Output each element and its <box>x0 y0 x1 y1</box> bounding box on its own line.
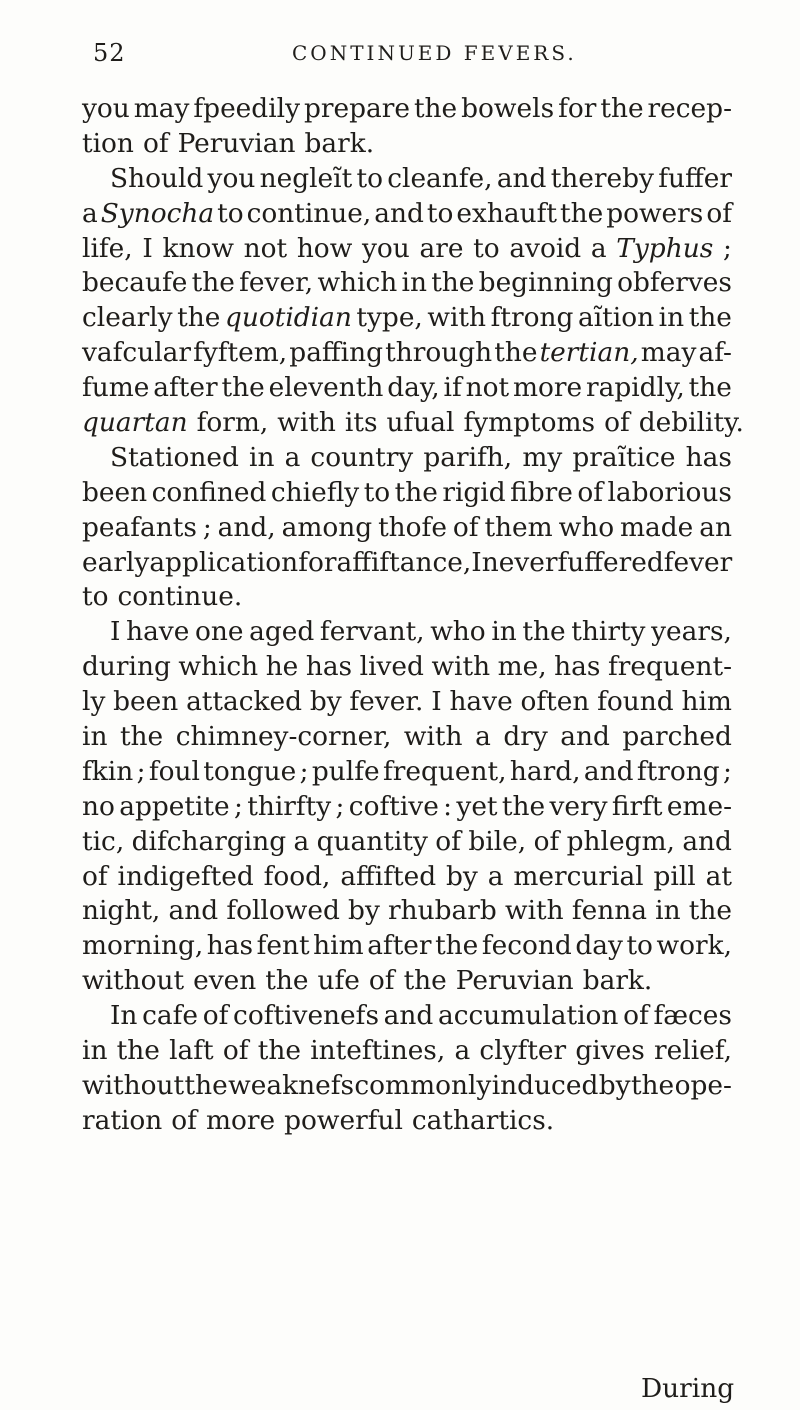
word: a <box>454 1035 471 1067</box>
word: in <box>401 267 427 299</box>
word: parched <box>622 721 732 753</box>
text-line <box>82 755 732 790</box>
word: tion <box>82 127 134 159</box>
word: Peruvian <box>455 965 574 997</box>
word: country <box>310 441 414 473</box>
word: to <box>473 232 500 264</box>
word: been <box>113 686 179 718</box>
word: the <box>221 372 265 404</box>
word: has <box>554 651 601 683</box>
word: inteftines, <box>310 1035 446 1067</box>
text-line <box>82 197 732 232</box>
word: ; <box>722 232 732 264</box>
text-line <box>82 825 732 860</box>
word: night, <box>82 895 161 927</box>
text-line <box>82 1104 732 1139</box>
word: attacked <box>186 686 303 718</box>
text-line <box>82 790 732 825</box>
word: af- <box>698 337 732 369</box>
word: the <box>184 1069 228 1101</box>
text-line <box>82 546 732 581</box>
text-line <box>82 1069 732 1104</box>
word: appetite <box>119 790 230 822</box>
page-number: 52 <box>93 39 126 67</box>
word: bark. <box>582 965 653 997</box>
word: after <box>367 930 432 962</box>
word: the <box>116 1035 160 1067</box>
word: affiftance, <box>336 546 472 578</box>
text-line <box>82 860 732 895</box>
word: pill <box>653 860 696 892</box>
word: exhauft <box>456 197 557 229</box>
word: fkin <box>82 755 134 787</box>
text-line <box>82 266 732 301</box>
word: thirty <box>571 616 646 648</box>
word: cafe <box>142 1000 199 1032</box>
word: of <box>435 825 461 857</box>
word: for <box>298 546 337 578</box>
word: cathartics. <box>411 1104 555 1136</box>
word: know <box>162 232 234 264</box>
word: coftive <box>348 790 439 822</box>
word: in <box>491 616 517 648</box>
word: with <box>277 407 336 439</box>
word: fever <box>663 546 733 578</box>
body-text <box>82 92 744 1139</box>
word: powerful <box>284 1104 403 1136</box>
word: not <box>465 372 510 404</box>
word: induced <box>491 1069 599 1101</box>
word: frequent- <box>607 651 732 683</box>
word: the <box>435 930 479 962</box>
word: a <box>284 441 301 473</box>
word: fyftem, <box>193 337 288 369</box>
word: phlegm, <box>566 825 675 857</box>
word: ftrong <box>490 302 574 334</box>
word: morning, <box>82 930 204 962</box>
word: during <box>82 651 171 683</box>
word: in <box>658 302 685 334</box>
word: of <box>533 825 560 857</box>
word: the <box>688 895 732 927</box>
word: you <box>207 162 256 194</box>
word: at <box>705 860 732 892</box>
word: eme- <box>666 790 732 822</box>
word: In <box>110 1000 138 1032</box>
word: in <box>655 895 681 927</box>
word: clyfter <box>479 1035 567 1067</box>
word: form, <box>196 407 269 439</box>
word: work, <box>656 930 732 962</box>
word: has <box>206 930 254 962</box>
word: avoid <box>509 232 582 264</box>
text-line <box>82 894 732 929</box>
word: a <box>82 197 98 229</box>
word: the <box>494 337 538 369</box>
word: may <box>133 93 190 124</box>
word: prepare <box>303 93 410 124</box>
word: more <box>205 1104 276 1136</box>
word: coftivenefs <box>233 1000 379 1032</box>
word: thofe <box>378 511 447 543</box>
text-line <box>82 476 732 511</box>
word: found <box>597 686 674 718</box>
word: never <box>481 546 558 578</box>
word: confined <box>151 476 267 508</box>
text-line <box>82 999 732 1034</box>
word: have <box>126 616 190 648</box>
word: Typhus <box>616 232 714 264</box>
word: fent <box>256 930 310 962</box>
running-head: CONTINUED FEVERS. <box>292 41 577 65</box>
text-line <box>82 685 732 720</box>
text-line <box>82 511 732 546</box>
word: to <box>426 197 454 229</box>
word: eleventh <box>268 372 384 404</box>
word: ufual <box>386 407 455 439</box>
word: for <box>558 93 597 124</box>
word: no <box>82 790 115 822</box>
word: ; <box>202 511 212 543</box>
word: bowels <box>461 93 555 124</box>
text-line <box>82 127 732 162</box>
word: mercurial <box>513 860 644 892</box>
word: to <box>217 197 244 229</box>
word: the <box>630 1069 675 1101</box>
word: with <box>431 651 491 683</box>
word: lived <box>359 651 424 683</box>
word: application <box>149 546 299 578</box>
text-line <box>82 650 732 685</box>
word: and <box>168 895 219 927</box>
word: ; <box>136 755 146 787</box>
word: to <box>626 930 653 962</box>
word: ftrong <box>636 755 720 787</box>
word: of <box>706 197 732 229</box>
word: in <box>249 441 275 473</box>
word: ly <box>82 686 106 718</box>
word: a <box>487 860 504 892</box>
word: an <box>699 511 732 543</box>
word: and <box>374 197 424 229</box>
word: the <box>688 372 732 404</box>
word: quantity <box>316 825 428 857</box>
word: clearly <box>82 302 173 334</box>
word: ; <box>335 790 345 822</box>
word: the <box>688 302 732 334</box>
word: even <box>193 965 257 997</box>
catchword: During <box>641 1373 735 1404</box>
word: fervant, <box>319 616 425 648</box>
word: I <box>142 232 153 264</box>
word: of <box>577 476 603 508</box>
word: chiefly <box>270 476 360 508</box>
word: to <box>356 162 383 194</box>
word: by <box>348 895 380 927</box>
word: of <box>202 1000 229 1032</box>
word: fibre <box>510 476 573 508</box>
word: frequent, <box>382 755 507 787</box>
word: its <box>344 407 378 439</box>
word: you <box>82 93 130 124</box>
word: parifh, <box>423 441 513 473</box>
word: life, <box>82 232 133 264</box>
word: followed <box>226 895 340 927</box>
word: beginning <box>478 267 613 299</box>
word: the <box>431 267 475 299</box>
text-line <box>82 615 732 650</box>
text-line <box>82 441 732 476</box>
word: fuffer <box>658 162 732 194</box>
word: the <box>394 476 438 508</box>
word: pulfe <box>311 755 380 787</box>
word: the <box>265 965 309 997</box>
word: continue. <box>117 581 243 613</box>
word: negleĩt <box>259 162 353 194</box>
word: gives <box>575 1035 645 1067</box>
word: and <box>560 721 610 753</box>
word: and <box>682 825 732 857</box>
word: vafcular <box>82 337 191 369</box>
word: foul <box>148 755 200 787</box>
word: a <box>590 232 607 264</box>
word: tertian, <box>539 337 639 369</box>
word: by <box>309 686 342 718</box>
word: may <box>640 337 697 369</box>
word: powers <box>606 197 704 229</box>
word: you <box>361 232 410 264</box>
word: commonly <box>354 1069 492 1101</box>
word: ; <box>234 790 243 822</box>
word: one <box>194 616 244 648</box>
word: and <box>583 755 634 787</box>
word: peafants <box>82 511 197 543</box>
word: bark. <box>304 127 375 159</box>
word: debility. <box>638 407 744 439</box>
text-line <box>82 232 732 267</box>
word: aĩtion <box>577 302 655 334</box>
word: not <box>243 232 288 264</box>
word: quotidian <box>224 302 352 334</box>
word: by <box>446 860 478 892</box>
word: of <box>604 407 630 439</box>
word: fenna <box>571 895 647 927</box>
text-line <box>82 92 732 127</box>
word: Stationed <box>110 441 239 473</box>
text-line <box>82 580 732 615</box>
word: I <box>110 616 121 648</box>
word: bile, <box>468 825 527 857</box>
word: and <box>496 162 547 194</box>
word: if <box>443 372 462 404</box>
text-line <box>82 162 732 197</box>
text-line <box>82 929 732 964</box>
word: continue, <box>246 197 372 229</box>
word: ope- <box>674 1069 732 1101</box>
text-line <box>82 720 732 755</box>
word: who <box>430 616 486 648</box>
word: more <box>512 372 583 404</box>
word: I <box>471 546 482 578</box>
word: becaufe <box>82 267 188 299</box>
word: after <box>153 372 218 404</box>
word: the <box>403 965 447 997</box>
text-line <box>82 371 732 406</box>
word: hard, <box>509 755 581 787</box>
word: have <box>449 686 513 718</box>
word: a <box>475 721 491 753</box>
word: to <box>82 581 109 613</box>
word: in <box>82 721 108 753</box>
word: the <box>119 721 164 753</box>
word: been <box>82 476 148 508</box>
word: ; <box>299 755 309 787</box>
word: of <box>82 860 108 892</box>
word: of <box>452 511 479 543</box>
word: : <box>443 790 453 822</box>
word: dry <box>503 721 548 753</box>
word: through <box>385 337 493 369</box>
word: the <box>191 267 235 299</box>
word: laft <box>169 1035 214 1067</box>
text-line <box>82 964 732 999</box>
word: which <box>178 651 259 683</box>
word: to <box>363 476 391 508</box>
word: in <box>82 1035 108 1067</box>
word: him <box>313 930 364 962</box>
word: I <box>431 686 442 718</box>
word: tic, <box>82 825 125 857</box>
word: food, <box>263 860 331 892</box>
word: the <box>501 790 546 822</box>
word: fpeedily <box>193 93 300 124</box>
word: of <box>222 1035 249 1067</box>
word: indigefted <box>117 860 254 892</box>
word: rigid <box>442 476 506 508</box>
word: laborious <box>607 476 732 508</box>
word: aged <box>249 616 315 648</box>
word: the <box>257 1035 301 1067</box>
word: paffing <box>289 337 384 369</box>
word: of <box>142 127 169 159</box>
word: day <box>575 930 623 962</box>
word: and, <box>217 511 276 543</box>
word: of <box>368 965 395 997</box>
word: the <box>559 197 604 229</box>
word: ration <box>82 1104 163 1136</box>
word: fever, <box>239 267 314 299</box>
word: fecond <box>481 930 572 962</box>
word: with <box>403 721 463 753</box>
word: difcharging <box>131 825 287 857</box>
word: relief, <box>654 1035 732 1067</box>
word: fuffered <box>557 546 664 578</box>
text-line <box>82 406 744 441</box>
word: me, <box>497 651 547 683</box>
word: how <box>296 232 353 264</box>
word: ufe <box>317 965 360 997</box>
word: among <box>281 511 373 543</box>
word: has <box>685 441 732 473</box>
word: weaknefs <box>228 1069 354 1101</box>
word: of <box>171 1104 197 1136</box>
word: affifted <box>340 860 437 892</box>
word: firft <box>611 790 663 822</box>
word: cleanfe, <box>387 162 493 194</box>
word: which <box>317 267 398 299</box>
word: type, <box>356 302 423 334</box>
word: fever. <box>349 686 424 718</box>
word: he <box>265 651 299 683</box>
word: thereby <box>550 162 654 194</box>
word: recep- <box>647 93 732 124</box>
word: rapidly, <box>585 372 685 404</box>
word: of <box>623 1000 649 1032</box>
word: Should <box>110 162 204 194</box>
word: by <box>598 1069 631 1101</box>
word: obferves <box>617 267 732 299</box>
word: fymptoms <box>463 407 596 439</box>
text-line <box>82 301 732 336</box>
word: fæces <box>653 1000 732 1032</box>
word: Synocha <box>100 197 215 229</box>
word: the <box>177 302 221 334</box>
word: often <box>520 686 590 718</box>
word: him <box>681 686 732 718</box>
word: thirfty <box>247 790 332 822</box>
word: years, <box>651 616 732 648</box>
word: ; <box>722 755 732 787</box>
word: made <box>620 511 694 543</box>
word: very <box>549 790 608 822</box>
word: chimney-corner, <box>175 721 392 753</box>
word: Peruvian <box>177 127 296 159</box>
word: with <box>504 895 564 927</box>
word: fume <box>82 372 150 404</box>
word: quartan <box>82 407 188 439</box>
word: early <box>82 546 150 578</box>
word: praĩtice <box>572 441 676 473</box>
word: rhubarb <box>388 895 497 927</box>
word: without <box>82 1069 185 1101</box>
word: without <box>82 965 185 997</box>
word: who <box>558 511 615 543</box>
word: the <box>413 93 458 124</box>
word: the <box>522 616 566 648</box>
word: tongue <box>203 755 297 787</box>
word: and <box>383 1000 434 1032</box>
word: with <box>427 302 487 334</box>
word: yet <box>456 790 498 822</box>
word: a <box>293 825 310 857</box>
word: my <box>522 441 563 473</box>
word: accumulation <box>437 1000 619 1032</box>
word: are <box>419 232 464 264</box>
text-line <box>82 1034 732 1069</box>
word: has <box>305 651 353 683</box>
text-line <box>82 336 732 371</box>
word: day, <box>387 372 440 404</box>
word: the <box>600 93 644 124</box>
word: them <box>484 511 553 543</box>
